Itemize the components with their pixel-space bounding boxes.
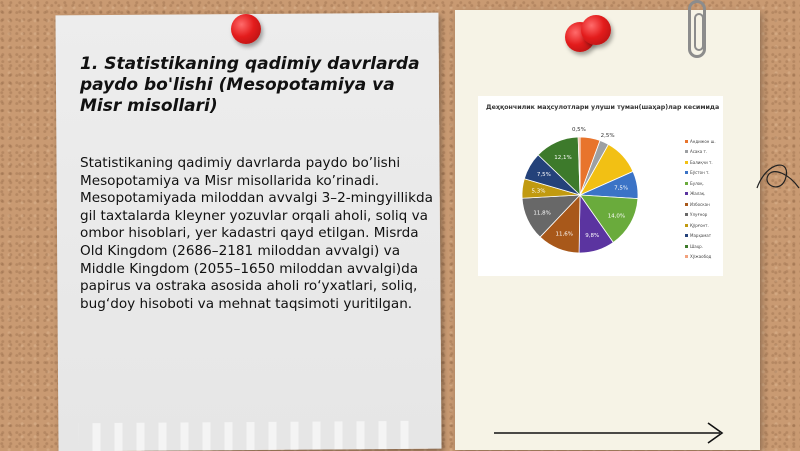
push-pin-icon [231,14,261,44]
slide-body-text: Statistikaning qadimiy davrlarda paydo bo’lishi Mesopotamiya va Misr misollarida ko’rinadi. Mesopotamiyada miloddan avvalgi 3–2-mingyillikda gil taxtalarda kleyner yozuvlar orqali aholi, soliq va ombor hisoblari, yer kadastri qayd etilgan. Misrda Old Kingdom (2686–2181 miloddan avvalgi) va Middle Kingdom (2055–1650 miloddan avvalgi)da papirus va ostraka asosida aholi ro‘yxatlari, soliq, bug‘doy hisoboti va mehnat taqsimoti yuritilgan. [80,155,433,312]
legend-swatch [685,161,688,164]
legend-label: Қўрғонт. [690,222,709,228]
curl-arrow-icon [755,150,800,210]
legend-entry [685,231,723,242]
chart-title: Деҳқончилик маҳсулотлари улуши туман(шаҳар)лар кесимида [486,104,720,111]
legend-label: Марҳамат [690,233,712,239]
legend-swatch [685,140,688,143]
legend-entry [685,157,723,168]
paperclip-icon [688,0,706,58]
legend-entry [685,252,723,263]
legend-swatch [685,150,688,153]
legend-entry [685,210,723,221]
slide-title: 1. Statistikaning qadimiy davrlarda paydo bo'lishi (Mesopotamiya va Misr misollari) [80,54,420,116]
legend-swatch [685,171,688,174]
legend-entry [685,199,723,210]
legend-swatch [685,192,688,195]
legend-entry [685,220,723,231]
legend-entry [685,189,723,200]
push-pin-icon [581,15,611,45]
legend-entry [685,147,723,158]
pie-data-label: 5,3% [531,188,546,195]
right-arrow-icon [492,418,727,448]
pie-data-label: 14,0% [607,213,626,220]
pie-data-label: 12,1% [554,154,572,161]
legend-swatch [685,245,688,248]
legend-entry [685,178,723,189]
legend-entry [685,136,723,147]
pie-data-label: 11,6% [555,231,573,238]
pie-data-label: 2,5% [600,133,615,140]
legend-entry [685,241,723,252]
legend-label: Улуғнор [690,212,708,218]
legend-swatch [685,224,688,227]
legend-swatch [685,203,688,206]
pie-data-label: 9,8% [585,232,600,239]
legend-label: Асака т. [690,149,708,155]
pie-data-label: 7,5% [614,185,629,192]
chart-legend [685,136,723,262]
pie-data-label: 7,5% [536,172,551,179]
legend-swatch [685,255,688,258]
legend-swatch [685,182,688,185]
pie-data-label: 11,8% [533,210,551,217]
legend-label: Булоқ. [690,180,704,186]
legend-label: Андижон ш. [690,138,716,144]
legend-swatch [685,234,688,237]
pie-data-label: 0,5% [571,127,586,134]
legend-label: Жалақ. [690,191,706,197]
legend-swatch [685,213,688,216]
legend-label: Хўжаобод [690,254,712,260]
legend-label: Бўстон т. [690,170,710,176]
legend-entry [685,168,723,179]
pie-chart-card [478,96,723,276]
legend-label: Шаҳр. [690,243,703,249]
legend-label: Избоскан [690,201,710,207]
legend-label: Балиқчи т. [690,159,713,165]
